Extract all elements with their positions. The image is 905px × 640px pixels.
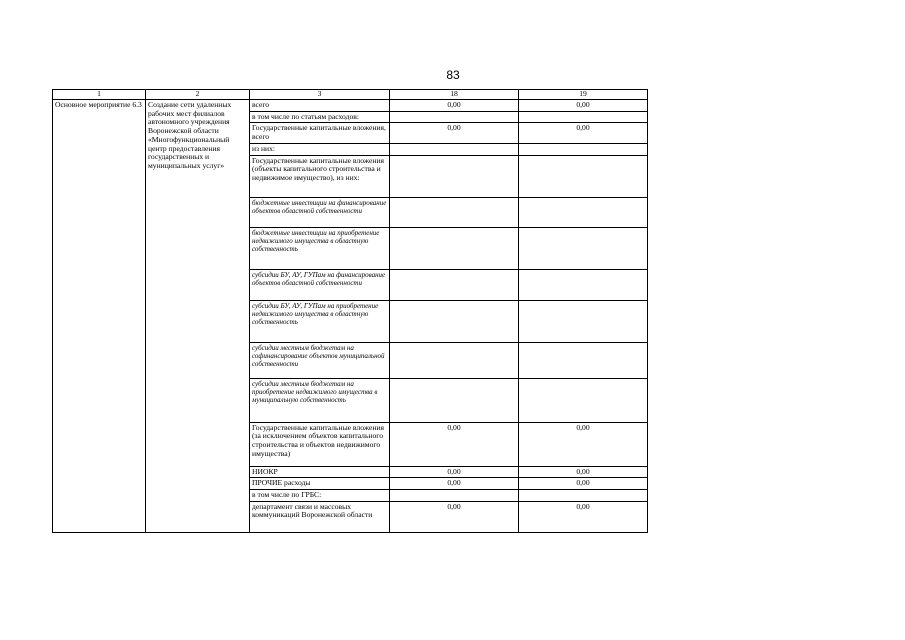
row-value-19: 0,00 — [519, 123, 648, 143]
row-label: Государственные капитальные вложения (за исключением объектов капитального строительства и объектов недвижимого имущества) — [250, 422, 390, 466]
row-label: всего — [250, 100, 390, 112]
header-col-18: 18 — [390, 90, 519, 100]
row-value-19 — [519, 300, 648, 342]
activity-name: Основное мероприятие 6.3 — [53, 100, 146, 533]
header-row — [53, 90, 648, 100]
row-label: субсидии местным бюджетам на софинансирование объектов муниципальной собственности — [250, 342, 390, 378]
row-value-18 — [390, 490, 519, 502]
row-value-19 — [519, 111, 648, 123]
header-col-1: 1 — [53, 90, 146, 100]
row-value-18 — [390, 342, 519, 378]
row-value-19 — [519, 227, 648, 269]
row-value-18 — [390, 300, 519, 342]
row-value-18: 0,00 — [390, 466, 519, 478]
row-value-19 — [519, 342, 648, 378]
row-value-19: 0,00 — [519, 501, 648, 532]
row-value-18 — [390, 111, 519, 123]
row-value-18 — [390, 155, 519, 197]
row-value-18: 0,00 — [390, 100, 519, 112]
row-label: субсидии местным бюджетам на приобретение недвижимого имущества в муниципальную собственность — [250, 378, 390, 422]
row-value-18 — [390, 378, 519, 422]
row-value-19 — [519, 143, 648, 155]
row-label: Государственные капитальные вложения (объекты капитального строительства и недвижимое имущество), из них: — [250, 155, 390, 197]
row-value-18 — [390, 143, 519, 155]
row-value-19: 0,00 — [519, 466, 648, 478]
row-value-18: 0,00 — [390, 478, 519, 490]
row-value-19 — [519, 197, 648, 227]
header-col-3: 3 — [250, 90, 390, 100]
activity-description: Создание сети удаленных рабочих мест филиалов автономного учреждения Воронежской области «Многофункциональный центр предоставления государственных и муниципальных услуг» — [146, 100, 250, 533]
row-label: субсидии БУ, АУ, ГУПам на финансирование объектов областной собственности — [250, 269, 390, 300]
row-value-19: 0,00 — [519, 422, 648, 466]
row-value-18: 0,00 — [390, 123, 519, 143]
budget-table — [52, 89, 648, 533]
row-label: в том числе по статьям расходов: — [250, 111, 390, 123]
row-value-18 — [390, 269, 519, 300]
row-value-18: 0,00 — [390, 501, 519, 532]
row-value-19 — [519, 378, 648, 422]
row-label: НИОКР — [250, 466, 390, 478]
row-label: бюджетные инвестиции на приобретение недвижимого имущества в областную собственность — [250, 227, 390, 269]
row-value-18 — [390, 227, 519, 269]
header-col-19: 19 — [519, 90, 648, 100]
row-label: из них: — [250, 143, 390, 155]
row-label: ПРОЧИЕ расходы — [250, 478, 390, 490]
row-value-19 — [519, 269, 648, 300]
row-label: департамент связи и массовых коммуникаций Воронежской области — [250, 501, 390, 532]
table-row — [53, 100, 648, 112]
row-label: Государственные капитальные вложения, всего — [250, 123, 390, 143]
row-label: субсидии БУ, АУ, ГУПам на приобретение недвижимого имущества в областную собственность — [250, 300, 390, 342]
header-col-2: 2 — [146, 90, 250, 100]
row-value-18 — [390, 197, 519, 227]
row-value-18: 0,00 — [390, 422, 519, 466]
row-value-19: 0,00 — [519, 100, 648, 112]
row-value-19: 0,00 — [519, 478, 648, 490]
row-value-19 — [519, 490, 648, 502]
row-label: бюджетные инвестиции на финансирование объектов областной собственности — [250, 197, 390, 227]
row-label: в том числе по ГРБС: — [250, 490, 390, 502]
page-number: 83 — [446, 68, 460, 82]
row-value-19 — [519, 155, 648, 197]
